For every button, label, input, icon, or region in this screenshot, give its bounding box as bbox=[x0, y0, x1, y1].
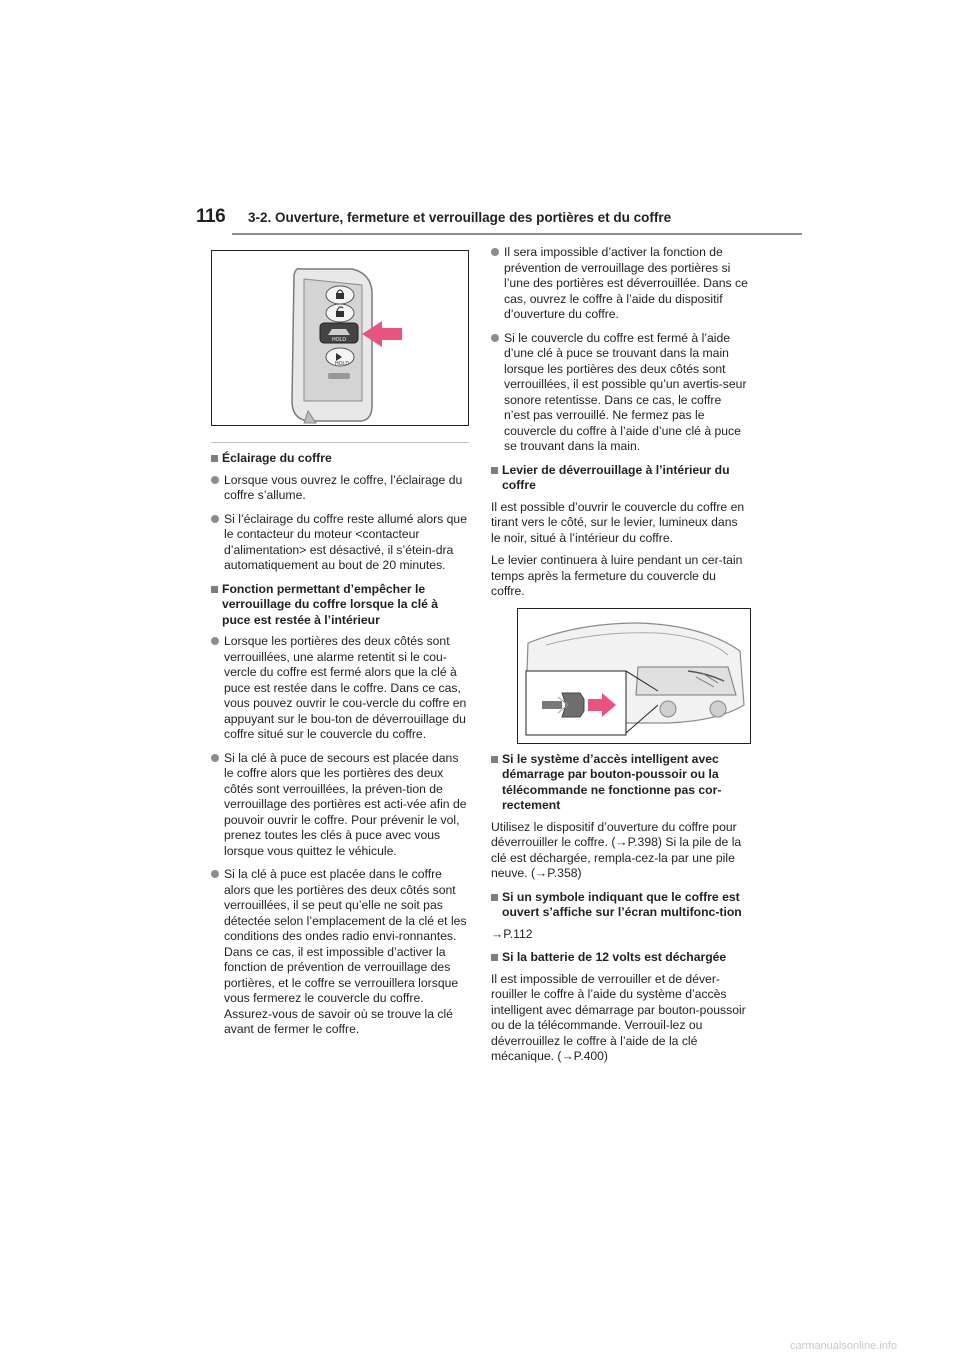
right-column bbox=[491, 245, 749, 1072]
page-reference: →P.112 bbox=[491, 926, 533, 941]
paragraph: Le levier continuera à luire pendant un cer-tain temps après la fermeture du couvercle du coffre. bbox=[491, 553, 743, 598]
car-trunk-illustration bbox=[518, 609, 750, 743]
heading-key-lockout: Fonction permettant d’empêcher le verrouillage du coffre lorsque la clé à puce est restée à l’intérieur bbox=[211, 582, 469, 629]
figure-divider bbox=[211, 442, 469, 443]
bullet-text: Il sera impossible d’activer la fonction de prévention de verrouillage des portières si l’une des portières est déverrouillée. Dans ce cas, ouvrez le coffre à l’aide du dispositif d’ouverture du coffre. bbox=[491, 245, 749, 323]
hold-label-2: HOLD bbox=[335, 361, 349, 367]
bullet-text: Si la clé à puce est placée dans le coffre alors que les portières des deux côtés sont verrouillées, il se peut qu’elle ne soit pas détectée selon l’emplacement de la clé et les conditions des ondes radio envi-ronnantes. Dans ce cas, il est impossible d’activer la fonction de prévention de verrouillage des portières, et le coffre se verrouillera lorsque vous fermerez le couvercle du coffre. Assurez-vous de savoir où se trouve la clé avant de fermer le coffre. bbox=[211, 867, 469, 1038]
paragraph: Il est possible d’ouvrir le couvercle du coffre en tirant vers le côté, sur le levier, lumineux dans le noir, situé à l’intérieur du coffre. bbox=[491, 499, 745, 545]
paragraph: Il est impossible de verrouiller et de déver-rouiller le coffre à l’aide du système d’accès intelligent avec démarrage par bouton-poussoir ou de la télécommande. Verrouil-lez ou déverrouillez le coffre à l’aide de la clé mécanique. (→P.400) bbox=[491, 971, 746, 1063]
bullet-text: Si le couvercle du coffre est fermé à l’aide d’une clé à puce se trouvant dans la main lorsque les portières des deux côtés sont verrouillées, il est possible qu’un avertis-seur sonore retentisse. Dans ce cas, le coffre n’est pas verrouillé. Ne fermez pas le couvercle du coffre à l’aide d’une clé à puce se trouvant dans la main. bbox=[491, 331, 749, 455]
watermark: carmanualsonline.info bbox=[790, 1340, 898, 1352]
lock-button-icon bbox=[326, 286, 354, 304]
bullet-text: Si la clé à puce de secours est placée dans le coffre alors que les portières des deux côtés sont verrouillées, la préven-tion de verrouillage des portières est acti-vée afin de pouvoir ouvrir le coffre. Pour prévenir le vol, prenez toutes les clés à puce avec vous lorsque vous quittez le véhicule. bbox=[211, 751, 469, 860]
bullet-text: Lorsque les portières des deux côtés sont verrouillées, une alarme retentit si le cou-vercle du coffre est fermé alors que la clé à puce est restée dans le coffre. Dans ce cas, vous pouvez ouvrir le cou-vercle du coffre en appuyant sur le bou-ton de déverrouillage du coffre situé sur le couvercle du coffre. bbox=[211, 634, 469, 743]
left-column bbox=[211, 250, 469, 1046]
section-title: 3-2. Ouverture, fermeture et verrouillage des portières et du coffre bbox=[248, 210, 672, 225]
header-rule bbox=[232, 233, 802, 235]
heading-release-lever: Levier de déverrouillage à l’intérieur du coffre bbox=[491, 463, 749, 494]
page-number: 116 bbox=[196, 206, 226, 227]
smart-key-figure bbox=[211, 250, 469, 426]
heading-trunk-open-symbol: Si un symbole indiquant que le coffre est ouvert s’affiche sur l’écran multifonc-tion bbox=[491, 890, 749, 921]
heading-battery-discharged: Si la batterie de 12 volts est déchargée bbox=[491, 950, 749, 966]
logo-plate bbox=[328, 373, 350, 379]
trunk-lever-figure bbox=[517, 608, 751, 744]
trunk-button-icon bbox=[320, 323, 358, 343]
heading-trunk-light: Éclairage du coffre bbox=[211, 451, 469, 467]
smart-key-illustration bbox=[212, 251, 468, 425]
heading-system-malfunction: Si le système d’accès intelligent avec démarrage par bouton-poussoir ou la télécommande ne fonctionne pas cor-rectement bbox=[491, 752, 749, 814]
unlock-button-icon bbox=[326, 304, 354, 322]
bullet-text: Si l’éclairage du coffre reste allumé alors que le contacteur du moteur <contacteur d’alimentation> est désactivé, il s’étein-dra automatiquement au bout de 20 minutes. bbox=[211, 512, 469, 574]
bullet-text: Lorsque vous ouvrez le coffre, l’éclairage du coffre s’allume. bbox=[211, 473, 469, 504]
paragraph: Utilisez le dispositif d’ouverture du coffre pour déverrouiller le coffre. (→P.398) Si la pile de la clé est déchargée, rempla-cez-la par une pile neuve. (→P.358) bbox=[491, 819, 742, 880]
hold-label-1: HOLD bbox=[332, 337, 346, 343]
